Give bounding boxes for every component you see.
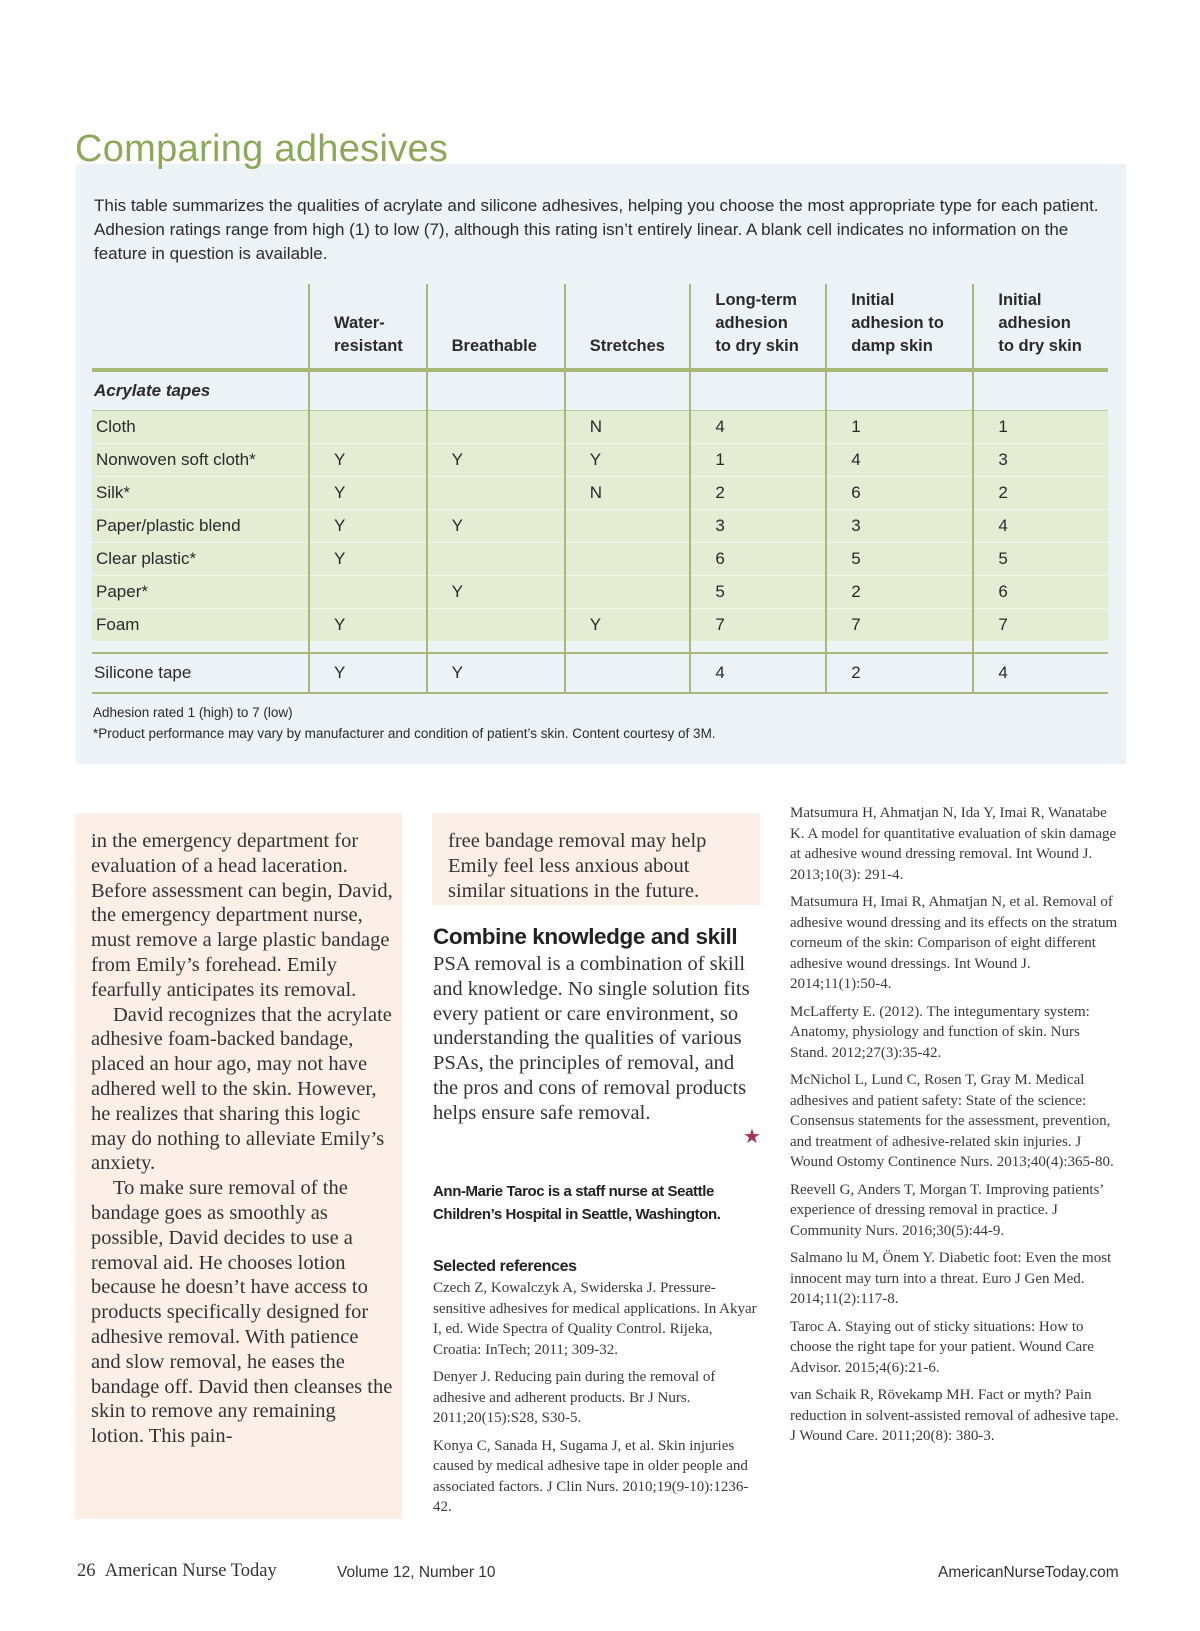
table-cell: 1: [690, 444, 826, 477]
table-cell: N: [565, 477, 691, 510]
table-cell: 3: [826, 510, 973, 543]
table-cell: 4: [690, 653, 826, 693]
table-cell: [427, 543, 565, 576]
table-cell: Y: [309, 477, 427, 510]
reference-item: Konya C, Sanada H, Sugama J, et al. Skin injuries caused by medical adhesive tape in older people and associated factors. J Clin Nurs. 2010;19(9-10):1236-42.: [433, 1437, 749, 1515]
table-note-rating: Adhesion rated 1 (high) to 7 (low): [93, 705, 293, 720]
table-cell: 5: [826, 543, 973, 576]
table-cell: [309, 576, 427, 609]
reference-item: Matsumura H, Ahmatjan N, Ida Y, Imai R, Wanatabe K. A model for quantitative evaluation of skin damage at adhesive wound dressing removal. Int Wound J. 2013;10(3): 291-4.: [790, 805, 1117, 883]
table-cell: 4: [973, 653, 1108, 693]
reference-item: Matsumura H, Imai R, Ahmatjan N, et al. Removal of adhesive wound dressing and its effects on the stratum corneum of the skin: Comparison of eight different adhesive wound dressings. Int Wound J. 2014;11(1):50-4.: [790, 894, 1118, 992]
table-cell: 6: [973, 576, 1108, 609]
table-cell: 2: [826, 653, 973, 693]
footer-volume: Volume 12, Number 10: [337, 1564, 496, 1581]
comparison-table: [92, 284, 1108, 694]
references-heading: Selected references: [433, 1258, 577, 1275]
row-spacer: [92, 642, 1108, 654]
table-cell: [565, 653, 691, 693]
table-cell: 1: [973, 411, 1108, 444]
reference-item: Denyer J. Reducing pain during the removal of adhesive and adherent products. Br J Nurs. 2011;20(15):S28, S30-5.: [433, 1369, 716, 1426]
reference-item: Czech Z, Kowalczyk A, Swiderska J. Pressure-sensitive adhesives for medical applications. In Akyar I, ed. Wide Spectra of Quality Control. Rijeka, Croatia: InTech; 2011; 309-32.: [433, 1280, 757, 1358]
table-intro: This table summarizes the qualities of acrylate and silicone adhesives, helping you choose the most appropriate type for each patient. Adhesion ratings range from high (1) to low (7), although this rating isn’t entirely linear. A blank cell indicates no information on the feature in question is available.: [94, 196, 1099, 263]
section-row-acrylate: [92, 370, 1108, 411]
table-cell: 6: [826, 477, 973, 510]
table-cell: Y: [309, 444, 427, 477]
footer-publication: [77, 1561, 277, 1582]
row-label: Nonwoven soft cloth*: [92, 444, 309, 477]
header-water-resistant: Water- resistant: [309, 284, 427, 370]
header-stretches: Stretches: [565, 284, 691, 370]
reference-item: Salmano lu M, Önem Y. Diabetic foot: Even the most innocent may turn into a threat. Euro J Gen Med. 2014;11(2):117-8.: [790, 1250, 1112, 1307]
table-row: [92, 411, 1108, 444]
table-cell: N: [565, 411, 691, 444]
paragraph: in the emergency department for evaluation of a head laceration. Before assessment can begin, David, the emergency department nurse, must remove a large plastic bandage from Emily’s forehead. Emily fearfully anticipates its removal.: [91, 830, 393, 1001]
column-1-box: [75, 813, 402, 1519]
table-cell: Y: [565, 444, 691, 477]
reference-item: van Schaik R, Rövekamp MH. Fact or myth? Pain reduction in solvent-assisted removal of adhesive tape. J Wound Care. 2011;20(8): 380-3.: [790, 1387, 1119, 1444]
table-cell: Y: [427, 576, 565, 609]
row-label: Silk*: [92, 477, 309, 510]
table-cell: 4: [973, 510, 1108, 543]
table-cell: 3: [973, 444, 1108, 477]
table-cell: 1: [826, 411, 973, 444]
table-cell: 5: [690, 576, 826, 609]
page-number: 26: [77, 1561, 96, 1581]
table-cell: Y: [309, 543, 427, 576]
header-initial-damp: Initial adhesion to damp skin: [826, 284, 973, 370]
table-header-row: [92, 284, 1108, 370]
table-cell: [565, 510, 691, 543]
header-blank: [92, 284, 309, 370]
row-label: Paper/plastic blend: [92, 510, 309, 543]
column-1-text: [91, 829, 393, 1449]
section-heading: Combine knowledge and skill: [433, 924, 738, 949]
table-note-footnote: *Product performance may vary by manufacturer and condition of patient’s skin. Content courtesy of 3M.: [93, 726, 716, 741]
header-long-term-adhesion: Long-term adhesion to dry skin: [690, 284, 826, 370]
references-list-continued: [790, 803, 1120, 1454]
row-label: Paper*: [92, 576, 309, 609]
table-cell: Y: [427, 444, 565, 477]
table-cell: 5: [973, 543, 1108, 576]
row-label: Silicone tape: [92, 653, 309, 693]
table-row: [92, 576, 1108, 609]
header-breathable: Breathable: [427, 284, 565, 370]
table-cell: Y: [427, 653, 565, 693]
table-cell: 4: [826, 444, 973, 477]
table-row: [92, 510, 1108, 543]
table-cell: 2: [690, 477, 826, 510]
table-cell: Y: [565, 609, 691, 642]
row-label: Foam: [92, 609, 309, 642]
row-label: Clear plastic*: [92, 543, 309, 576]
table-cell: 4: [690, 411, 826, 444]
reference-item: Reevell G, Anders T, Morgan T. Improving patients’ experience of dressing removal in practice. J Community Nurs. 2016;30(5):44-9.: [790, 1181, 1104, 1239]
table-cell: 2: [973, 477, 1108, 510]
paragraph: To make sure removal of the bandage goes as smoothly as possible, David decides to use a removal aid. He chooses lotion because he doesn’t have access to products specifically designed for adhesive removal. With patience and slow removal, he eases the bandage off. David then cleanses the skin to remove any remaining lotion. This pain-: [91, 1177, 393, 1448]
author-bio: Ann-Marie Taroc is a staff nurse at Seattle Children’s Hospital in Seattle, Washington.: [433, 1183, 721, 1223]
table-cell: Y: [427, 510, 565, 543]
column-2-box: [432, 813, 760, 905]
table-row: [92, 444, 1108, 477]
table-row: [92, 477, 1108, 510]
table-cell: 3: [690, 510, 826, 543]
section-label: Acrylate tapes: [92, 370, 309, 411]
table-cell: [427, 411, 565, 444]
reference-item: McNichol L, Lund C, Rosen T, Gray M. Medical adhesives and patient safety: State of the science: Consensus statements for the assessment, prevention, and treatment of adhesive-related skin injuries. J Wound Ostomy Continence Nurs. 2013;40(4):365-80.: [790, 1072, 1114, 1170]
reference-item: McLafferty E. (2012). The integumentary system: Anatomy, physiology and function of skin. Nurs Stand. 2012;27(3):35-42.: [790, 1003, 1090, 1061]
page-title: Comparing adhesives: [75, 128, 449, 170]
reference-item: Taroc A. Staying out of sticky situations: How to choose the right tape for your patient. Wound Care Advisor. 2015;4(6):21-6.: [790, 1318, 1094, 1376]
table-cell: [565, 543, 691, 576]
header-initial-dry: Initial adhesion to dry skin: [973, 284, 1108, 370]
table-cell: 6: [690, 543, 826, 576]
table-cell: [309, 411, 427, 444]
section-body: PSA removal is a combination of skill and knowledge. No single solution fits every patient or care environment, so understanding the qualities of various PSAs, the principles of removal, and the pros and cons of removal products helps ensure safe removal.: [433, 953, 750, 1124]
footer-website: AmericanNurseToday.com: [938, 1564, 1119, 1581]
star-icon: ★: [743, 1126, 761, 1148]
table-cell: Y: [309, 609, 427, 642]
table-cell: 2: [826, 576, 973, 609]
table-cell: [427, 477, 565, 510]
table-cell: 7: [973, 609, 1108, 642]
references-list: [433, 1278, 758, 1525]
publication-name: American Nurse Today: [104, 1561, 277, 1581]
table-cell: 7: [826, 609, 973, 642]
table-row: [92, 543, 1108, 576]
table-cell: [565, 576, 691, 609]
table-cell: Y: [309, 653, 427, 693]
table-cell: 7: [690, 609, 826, 642]
row-label: Cloth: [92, 411, 309, 444]
table-row: [92, 609, 1108, 642]
table-cell: [427, 609, 565, 642]
table-row-silicone: [92, 653, 1108, 693]
table-cell: Y: [309, 510, 427, 543]
table-notes: [93, 702, 716, 744]
column-2-box-text: free bandage removal may help Emily feel less anxious about similar situations in the future.: [448, 830, 707, 902]
paragraph: David recognizes that the acrylate adhesive foam-backed bandage, placed an hour ago, may not have adhered well to the skin. However, he realizes that sharing this logic may do nothing to alleviate Emily’s anxiety.: [91, 1003, 392, 1175]
